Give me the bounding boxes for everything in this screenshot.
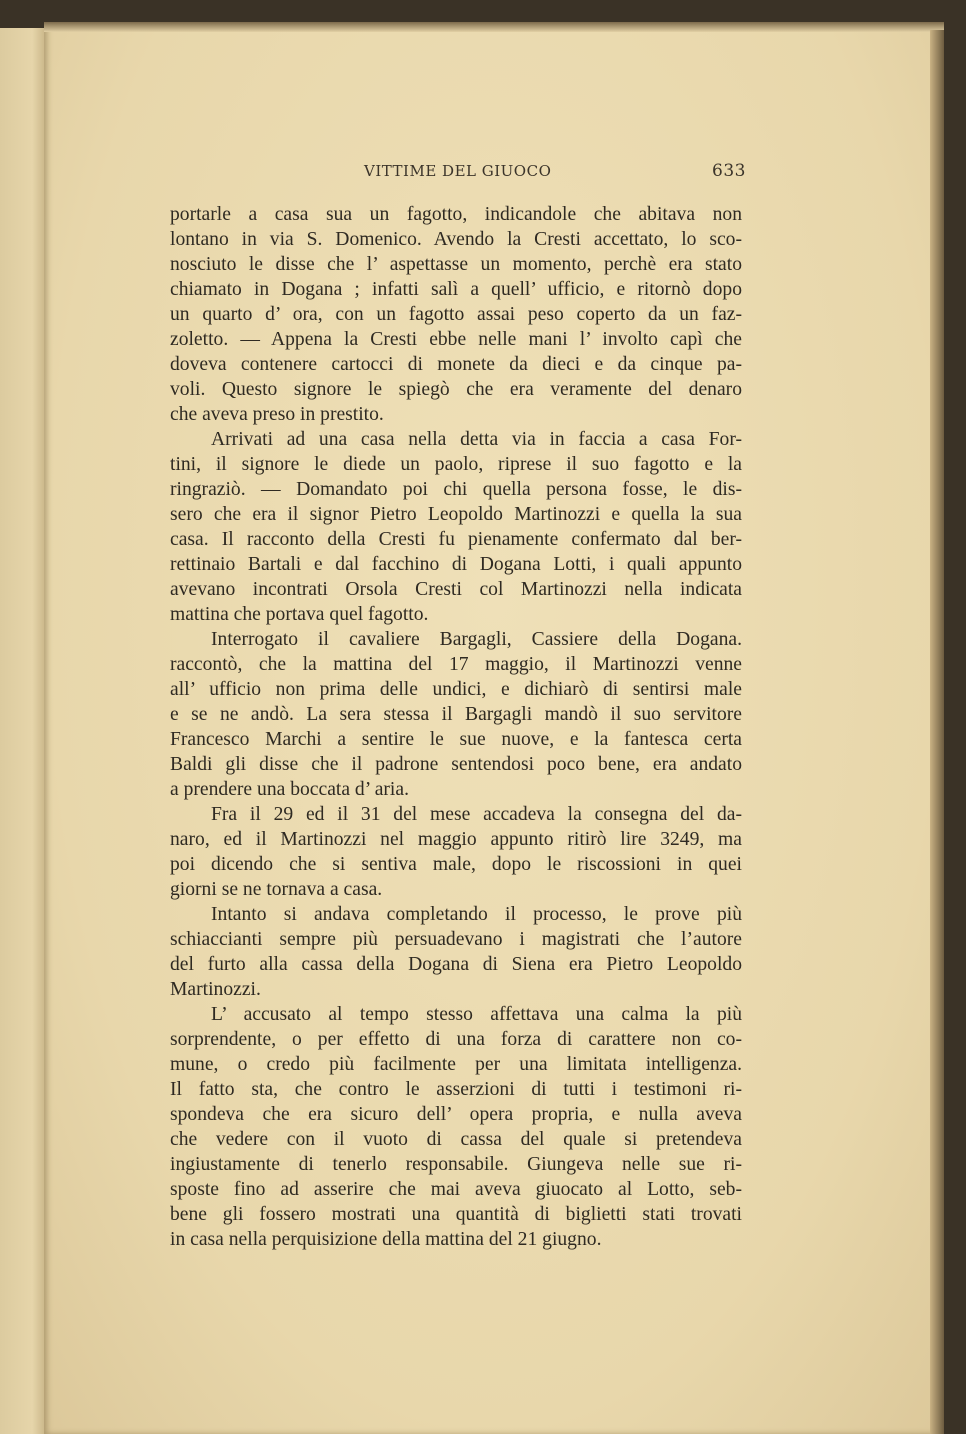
page-number: 633 bbox=[712, 161, 746, 181]
body-text bbox=[170, 202, 742, 1252]
page-right-edge bbox=[930, 30, 944, 1434]
paragraph bbox=[170, 627, 742, 802]
text-line: a prendere una boccata d’ aria. bbox=[170, 779, 409, 800]
text-line: e se ne andò. La sera stessa il Bargagli mandò il suo servitore bbox=[170, 704, 742, 725]
text-line: schiaccianti sempre più persuadevano i magistrati che l’autore bbox=[170, 929, 742, 950]
text-line: nosciuto le disse che l’ aspettasse un momento, perchè era stato bbox=[170, 254, 742, 275]
paragraph bbox=[170, 202, 742, 427]
text-line: Fra il 29 ed il 31 del mese accadeva la consegna del da- bbox=[211, 804, 742, 825]
facing-page-edge bbox=[0, 28, 46, 1434]
text-line: all’ ufficio non prima delle undici, e dichiarò di sentirsi male bbox=[170, 679, 742, 700]
text-line: un quarto d’ ora, con un fagotto assai peso coperto da un faz- bbox=[170, 304, 742, 325]
text-line: spondeva che era sicuro dell’ opera propria, e nulla aveva bbox=[170, 1104, 742, 1125]
text-line: sposte fino ad asserire che mai aveva giuocato al Lotto, seb- bbox=[170, 1179, 742, 1200]
text-line: del furto alla cassa della Dogana di Siena era Pietro Leopoldo bbox=[170, 954, 742, 975]
text-line: giorni se ne tornava a casa. bbox=[170, 879, 383, 900]
text-line: Martinozzi. bbox=[170, 979, 261, 1000]
text-line: naro, ed il Martinozzi nel maggio appunto ritirò lire 3249, ma bbox=[170, 829, 742, 850]
text-line: Francesco Marchi a sentire le sue nuove, e la fantesca certa bbox=[170, 729, 742, 750]
text-line: che aveva preso in prestito. bbox=[170, 404, 384, 425]
text-line: Interrogato il cavaliere Bargagli, Cassiere della Dogana. bbox=[211, 629, 742, 650]
text-line: portarle a casa sua un fagotto, indicandole che abitava non bbox=[170, 204, 742, 225]
text-line: rettinaio Bartali e dal facchino di Dogana Lotti, i quali appunto bbox=[170, 554, 742, 575]
text-line: sero che era il signor Pietro Leopoldo Martinozzi e quella la sua bbox=[170, 504, 742, 525]
text-line: voli. Questo signore le spiegò che era veramente del denaro bbox=[170, 379, 742, 400]
text-line: mattina che portava quel fagotto. bbox=[170, 604, 429, 625]
text-line: Arrivati ad una casa nella detta via in faccia a casa For- bbox=[211, 429, 742, 450]
text-line: chiamato in Dogana ; infatti salì a quell’ ufficio, e ritornò dopo bbox=[170, 279, 742, 300]
text-line: ringraziò. — Domandato poi chi quella persona fosse, le dis- bbox=[170, 479, 742, 500]
text-line: che vedere con il vuoto di cassa del quale si pretendeva bbox=[170, 1129, 742, 1150]
text-line: mune, o credo più facilmente per una limitata intelligenza. bbox=[170, 1054, 742, 1075]
text-line: poi dicendo che si sentiva male, dopo le riscossioni in quei bbox=[170, 854, 742, 875]
text-line: Intanto si andava completando il processo, le prove più bbox=[211, 904, 742, 925]
text-line: Il fatto sta, che contro le asserzioni di tutti i testimoni ri- bbox=[170, 1079, 742, 1100]
page-top-edge bbox=[44, 22, 944, 32]
text-line: tini, il signore le diede un paolo, riprese il suo fagotto e la bbox=[170, 454, 742, 475]
text-line: Baldi gli disse che il padrone sentendosi poco bene, era andato bbox=[170, 754, 742, 775]
text-line: in casa nella perquisizione della mattina del 21 giugno. bbox=[170, 1229, 602, 1250]
text-line: ingiustamente di tenerlo responsabile. Giungeva nelle sue ri- bbox=[170, 1154, 742, 1175]
paragraph bbox=[170, 1002, 742, 1252]
text-line: doveva contenere cartocci di monete da dieci e da cinque pa- bbox=[170, 354, 742, 375]
text-line: sorprendente, o per effetto di una forza di carattere non co- bbox=[170, 1029, 742, 1050]
text-line: zoletto. — Appena la Cresti ebbe nelle mani l’ involto capì che bbox=[170, 329, 742, 350]
paragraph bbox=[170, 802, 742, 902]
text-line: L’ accusato al tempo stesso affettava una calma la più bbox=[211, 1004, 742, 1025]
running-title: VITTIME DEL GIUOCO bbox=[364, 162, 552, 180]
text-line: bene gli fossero mostrati una quantità di biglietti stati trovati bbox=[170, 1204, 742, 1225]
text-line: avevano incontrati Orsola Cresti col Martinozzi nella indicata bbox=[170, 579, 742, 600]
paragraph bbox=[170, 427, 742, 627]
paragraph bbox=[170, 902, 742, 1002]
text-line: lontano in via S. Domenico. Avendo la Cresti accettato, lo sco- bbox=[170, 229, 742, 250]
text-line: casa. Il racconto della Cresti fu pienamente confermato dal ber- bbox=[170, 529, 742, 550]
text-line: raccontò, che la mattina del 17 maggio, il Martinozzi venne bbox=[170, 654, 742, 675]
